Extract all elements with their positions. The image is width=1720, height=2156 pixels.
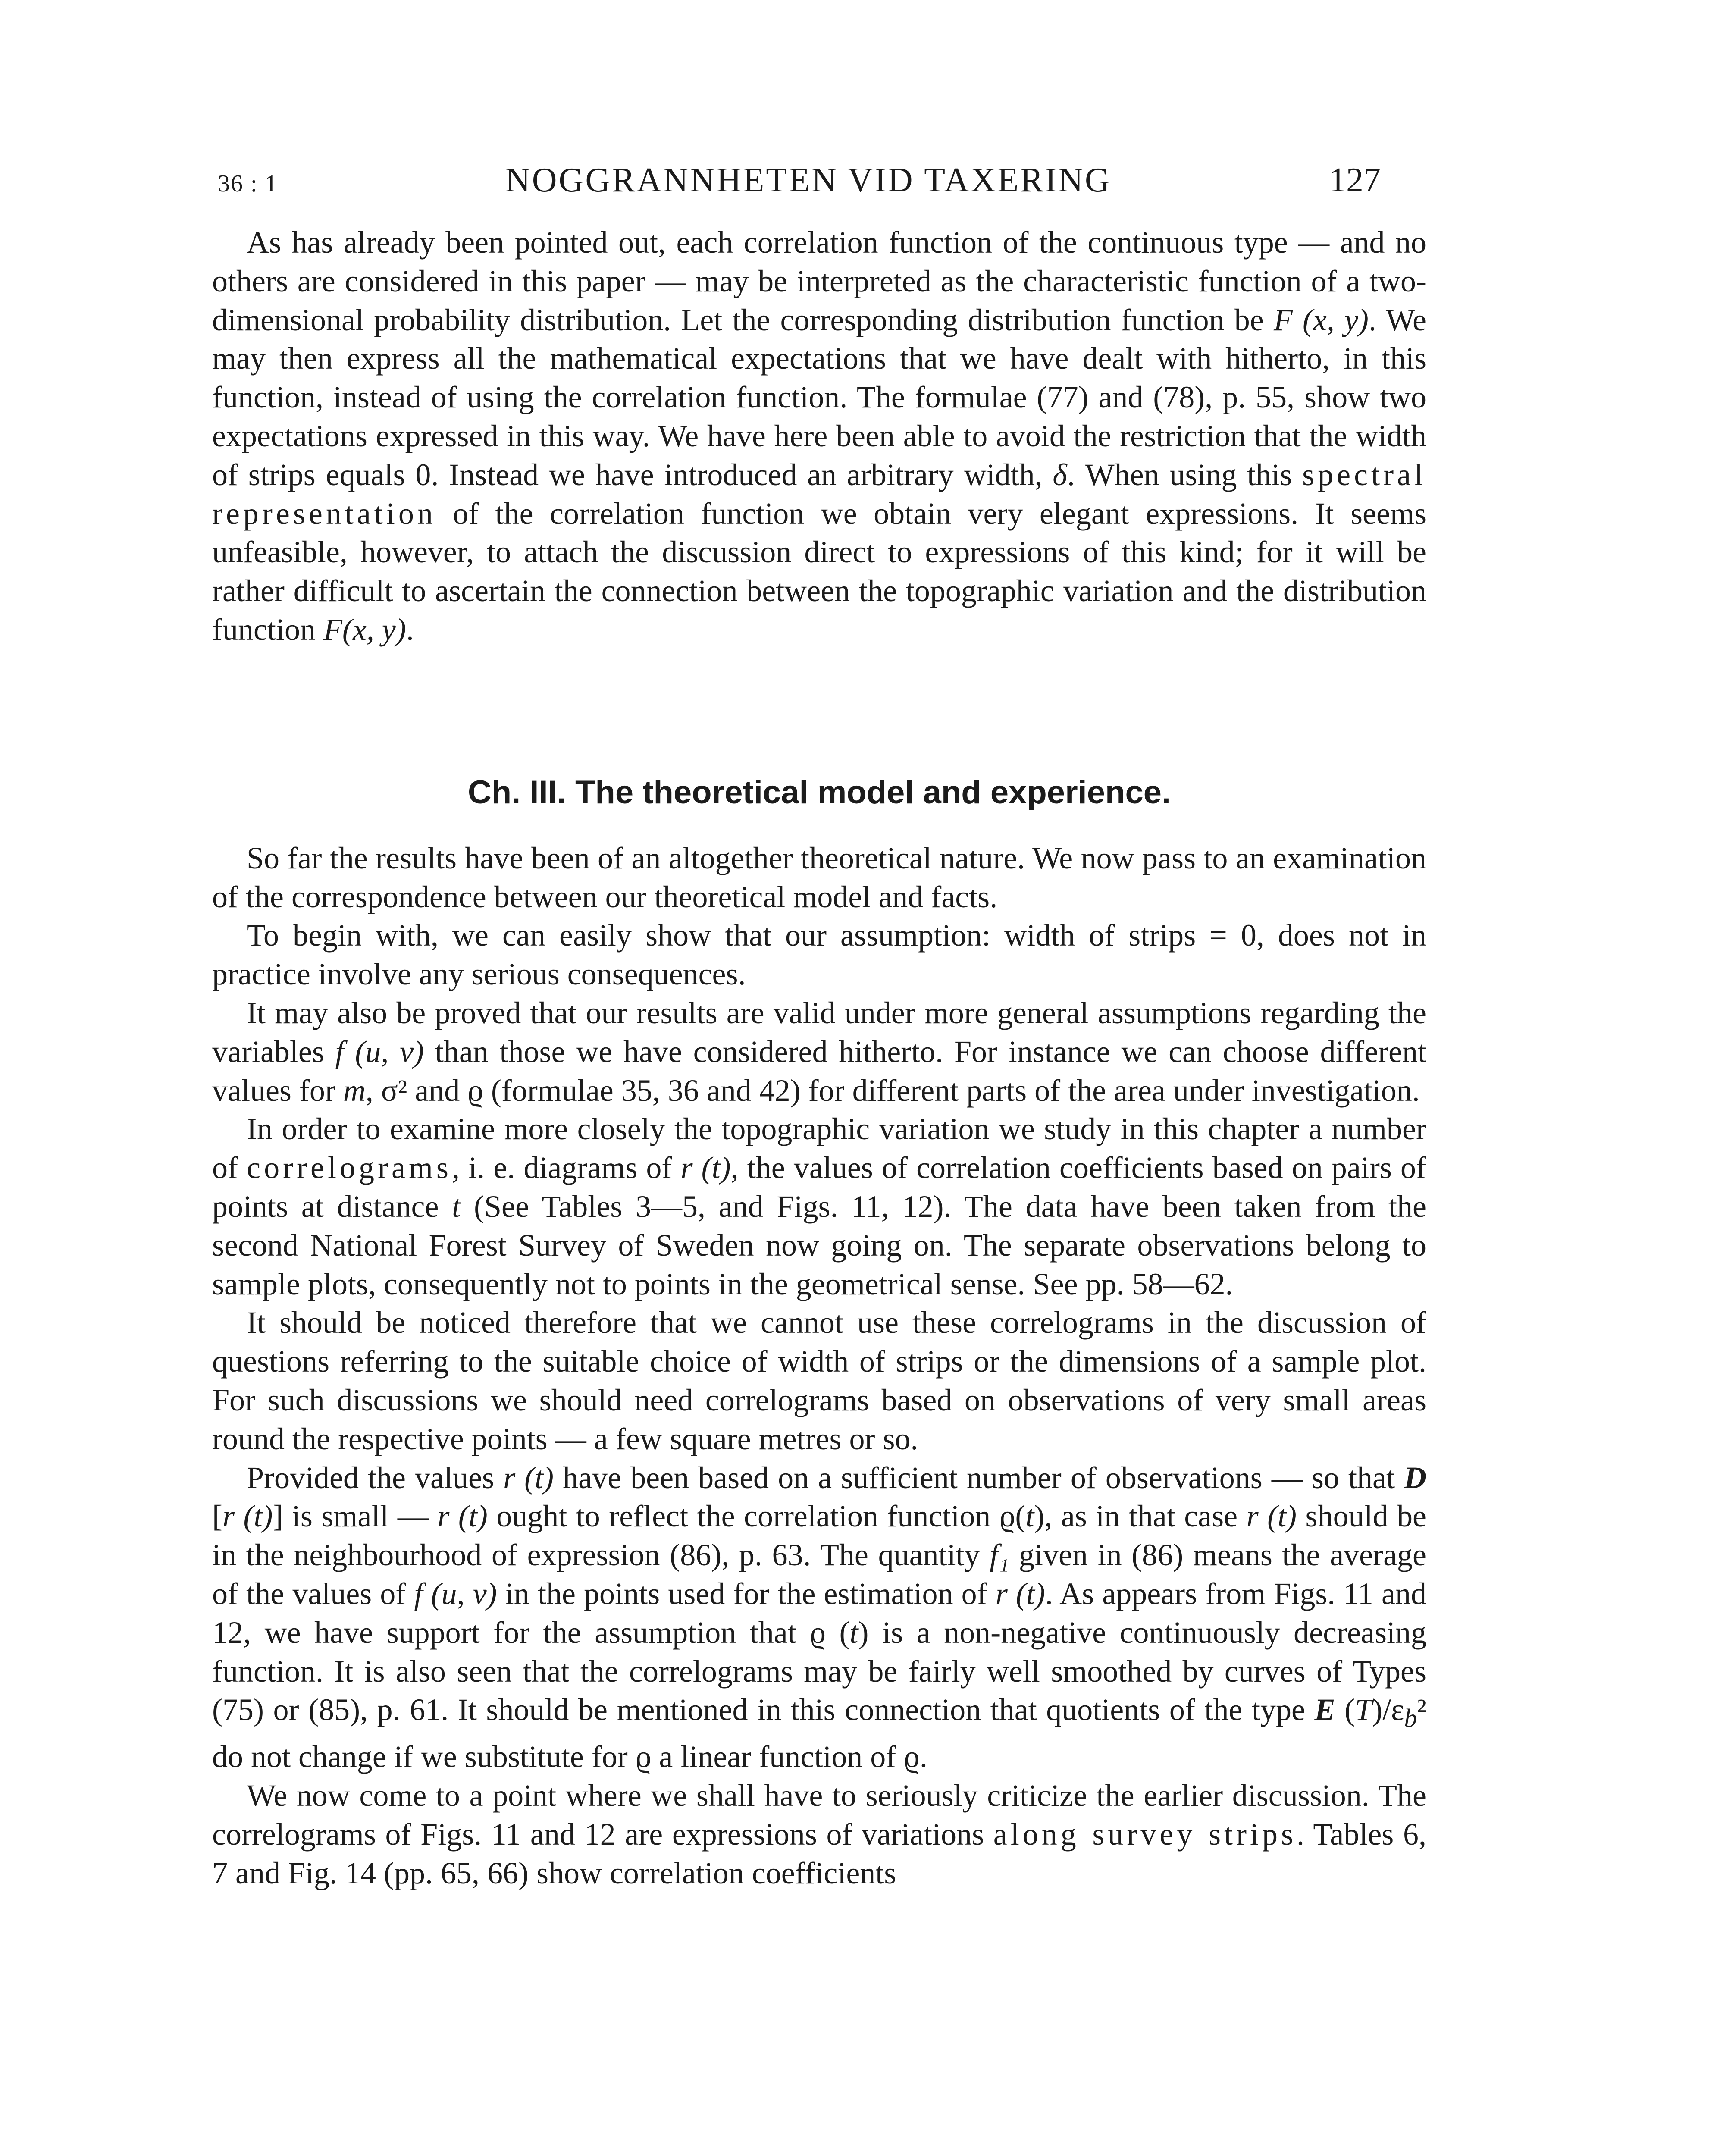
math-inline: F(x, y) [323, 612, 406, 647]
math-inline: t [849, 1615, 858, 1650]
text-run: ) is a non-negative continuously decreasing function. It is also seen that the correlograms may be fairly well smoothed by curves of Types (75) or (85), p. 61. It should be mentioned in this connection that quotients of the type [212, 1615, 1426, 1727]
text-run: ought to reflect the correlation function ϱ( [487, 1499, 1026, 1534]
text-run: . Tables 6, 7 and Fig. 14 (pp. 65, 66) show correlation coefficients [212, 1817, 1427, 1890]
emphasis-spaced: correlograms [247, 1150, 452, 1185]
chapter-heading: Ch. III. The theoretical model and experience. [467, 774, 1171, 811]
text-run: ] is small — [273, 1499, 438, 1534]
math-inline: F (x, y) [1273, 302, 1369, 337]
text-run: )/ε [1372, 1692, 1404, 1727]
math-inline: δ [1053, 457, 1067, 492]
math-inline: r (t) [222, 1499, 273, 1534]
text-run: in the points used for the estimation of [497, 1576, 996, 1611]
math-operator: D [1404, 1460, 1427, 1495]
math-inline: f₁ [990, 1538, 1009, 1573]
math-inline: r (t) [1246, 1499, 1297, 1534]
text-run: ² do not change if we substitute for ϱ a linear function of ϱ. [212, 1692, 1427, 1774]
math-inline: r (t) [503, 1460, 554, 1495]
math-inline: f (u, v) [335, 1034, 424, 1069]
math-operator: E [1314, 1692, 1335, 1727]
text-run: ), as in that case [1034, 1499, 1247, 1534]
text-run: given in (86) means the average of the values of [212, 1538, 1426, 1611]
text-run: , i. e. diagrams of [451, 1150, 681, 1185]
paragraph-correlation-function [212, 1459, 1426, 1777]
math-inline: m [343, 1073, 366, 1108]
text-run: , σ² and ϱ (formulae 35, 36 and 42) for different parts of the area under investigation. [365, 1073, 1420, 1108]
text-run: should be in the neighbourhood of expression (86), p. 63. The quantity [212, 1499, 1427, 1573]
math-inline: r (t) [680, 1150, 731, 1185]
text-run: Provided the values [247, 1460, 504, 1495]
math-inline: T [1355, 1692, 1372, 1727]
math-inline: t [1025, 1499, 1034, 1534]
body-text [212, 223, 1426, 1893]
text-run: . We may then express all the mathematical expectations that we have dealt with hitherto, in this function, instead of using the correlation function. The formulae (77) and (78), p. 55, show two expectations expressed in this way. We have here been able to avoid the restriction that the width of strips equals 0. Instead we have introduced an arbitrary width, [212, 302, 1426, 492]
text-run: . [406, 612, 414, 647]
paragraph-intro: So far the results have been of an altogether theoretical nature. We now pass to an examination of the correspondence between our theoretical model and facts. [212, 840, 1426, 914]
text-run: We now come to a point where we shall have to seriously criticize the earlier discussion. The correlograms of Figs. 11 and 12 are expressions of variations [212, 1778, 1426, 1852]
paragraph-width-assumption: To begin with, we can easily show that our assumption: width of strips = 0, does not in practice involve any serious consequences. [212, 918, 1426, 992]
text-run: (See Tables 3—5, and Figs. 11, 12). The data have been taken from the second National Forest Survey of Sweden now going on. The separate observations belong to sample plots, consequently not to points in the geometrical sense. See pp. 58—62. [212, 1189, 1426, 1301]
emphasis-spaced: along survey strips [993, 1817, 1297, 1852]
text-run: [ [212, 1499, 222, 1534]
paragraph-correlograms [212, 1110, 1426, 1304]
text-run: . When using this [1067, 457, 1303, 492]
paragraph-limitations: It should be noticed therefore that we cannot use these correlograms in the discussion of questions referring to the suitable choice of width of strips or the dimensions of a sample plot. For such discussions we should need correlograms based on observations of very small areas round the respective points — a few square metres or so. [212, 1305, 1426, 1456]
page-number: 127 [1329, 161, 1381, 199]
text-run: In order to examine more closely the topographic variation we study in this chapter a number of [212, 1112, 1426, 1185]
text-run: ( [1335, 1692, 1355, 1727]
math-inline: f (u, v) [414, 1576, 497, 1611]
text-run: have been based on a sufficient number of observations — so that [554, 1460, 1404, 1495]
running-header-left: 36 : 1 [218, 170, 278, 197]
paragraph-spectral-representation [212, 223, 1426, 649]
text-run: . As appears from Figs. 11 and 12, we have support for the assumption that ϱ ( [212, 1576, 1426, 1650]
text-run: It may also be proved that our results are valid under more general assumptions regarding the variables [212, 995, 1426, 1069]
text-run: than those we have considered hitherto. For instance we can choose different values for [212, 1034, 1426, 1108]
text-run: of the correlation function we obtain very elegant expressions. It seems unfeasible, however, to attach the discussion direct to expressions of this kind; for it will be rather difficult to ascertain the connection between the topographic variation and the distribution function [212, 496, 1426, 647]
text-run: As has already been pointed out, each correlation function of the continuous type — and no others are considered in this paper — may be interpreted as the characteristic function of a two-dimensional probability distribution. Let the corresponding distribution function be [212, 225, 1426, 337]
paragraph-general-assumptions [212, 994, 1426, 1110]
running-header-title: NOGGRANNHETEN VID TAXERING [505, 161, 1112, 199]
math-inline: t [452, 1189, 461, 1224]
math-inline: r (t) [995, 1576, 1045, 1611]
text-run: , the values of correlation coefficients based on pairs of points at distance [212, 1150, 1426, 1224]
math-inline: r (t) [437, 1499, 488, 1534]
paragraph-criticism [212, 1777, 1426, 1893]
emphasis-spaced: spectral representation [212, 457, 1426, 531]
math-subscript: b [1404, 1704, 1417, 1733]
